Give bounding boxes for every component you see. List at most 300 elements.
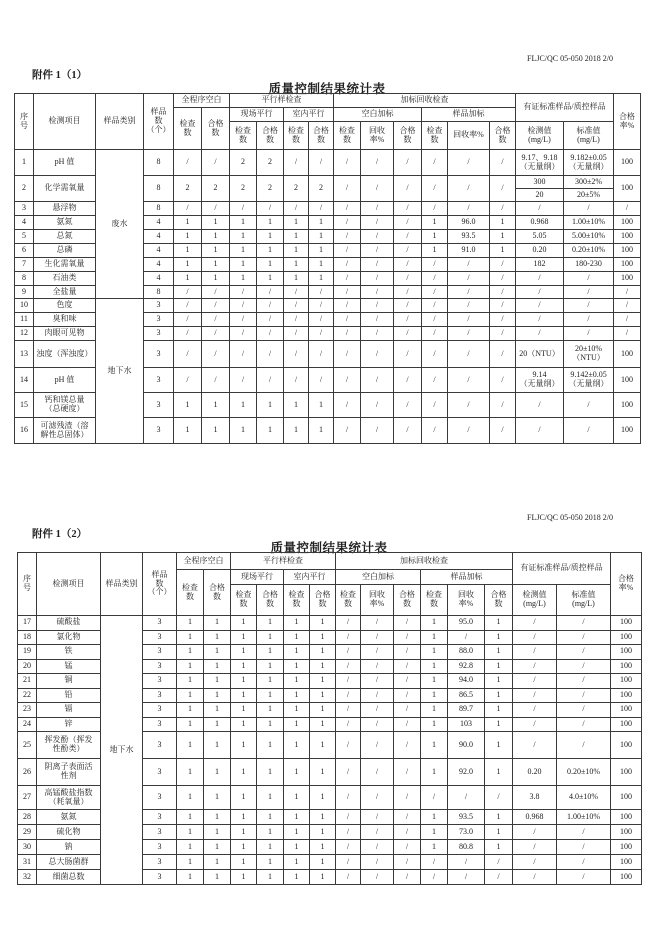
header-item: 检测项目 [37,553,101,616]
check-cell: 1 [421,703,448,718]
header-sub: 检查 数 [334,122,361,150]
header-spike-recovery: 加标回收检查 [336,553,513,570]
check-cell: 1 [490,230,516,244]
sample-count-cell: 3 [144,393,174,418]
check-cell: 1 [421,659,448,674]
standard-cell: / [564,418,614,444]
check-cell: 1 [177,732,204,759]
sample-count-cell: 3 [143,786,177,810]
check-cell: 1 [202,230,230,244]
seq-cell: 27 [18,786,37,810]
check-cell: / [485,855,513,870]
header-sub: 检查 数 [177,570,204,616]
check-cell: / [174,286,202,299]
standard-cell: / [557,645,611,660]
check-cell: 1 [177,688,204,703]
check-cell: / [284,286,309,299]
check-cell: / [361,368,394,393]
item-cell: 色度 [34,299,96,313]
check-cell: 1 [284,393,309,418]
check-cell: / [422,272,448,286]
check-cell: / [309,368,334,393]
item-cell: 肉眼可见物 [34,327,96,341]
category-cell: 废水 [96,150,144,299]
check-cell: / [448,870,485,885]
pass-rate-cell: 100 [611,616,642,631]
check-cell: 1 [310,810,336,825]
pass-rate-cell: 100 [611,688,642,703]
header-sub: 回收 率% [361,585,394,616]
header-blank-spike: 空白加标 [334,108,422,122]
header-sub: 合格 数 [490,122,516,150]
table-row [15,299,641,313]
check-cell: 1 [309,258,334,272]
check-cell: / [361,717,394,732]
qc-result-table [14,93,641,444]
check-cell: / [448,327,490,341]
check-cell: / [361,703,394,718]
check-cell: 1 [310,659,336,674]
check-cell: 1 [177,870,204,885]
header-sample-count: 样品 数 （个） [143,553,177,616]
check-cell: 1 [421,810,448,825]
header-pass-rate: 合格 率% [611,553,642,616]
check-cell: / [361,870,394,885]
check-cell: 1 [204,732,231,759]
header-sample-count: 样品 数 （个） [144,94,174,150]
check-cell: / [284,313,309,327]
check-cell: / [422,299,448,313]
check-cell: 1 [284,674,310,689]
header-lab-parallel: 室内平行 [284,108,334,122]
measured-cell [516,176,564,202]
seq-cell: 6 [15,244,34,258]
standard-cell: / [564,202,614,216]
measured-cell: 20（NTU） [516,341,564,368]
measured-cell: / [516,327,564,341]
check-cell: 1 [310,717,336,732]
standard-cell: / [557,825,611,840]
check-cell: / [309,286,334,299]
check-cell: / [448,368,490,393]
check-cell: 1 [231,616,257,631]
check-cell: / [361,855,394,870]
measured-cell: / [513,825,557,840]
check-cell: / [490,341,516,368]
check-cell: / [394,418,422,444]
header-sub: 检查 数 [422,122,448,150]
check-cell: 1 [204,855,231,870]
header-seq: 序 号 [15,94,34,150]
check-cell: / [334,393,361,418]
check-cell: 1 [485,645,513,660]
check-cell: / [361,286,394,299]
check-cell: 1 [204,759,231,786]
check-cell: 1 [485,703,513,718]
check-cell: / [394,327,422,341]
check-cell: 1 [284,659,310,674]
measured-cell: / [513,870,557,885]
check-cell: / [394,674,421,689]
check-cell: / [394,659,421,674]
check-cell: 1 [204,630,231,645]
check-cell: 1 [177,659,204,674]
measured-cell: / [516,202,564,216]
check-cell: / [336,674,361,689]
measured-value: 300 [533,177,546,186]
check-cell: / [202,368,230,393]
check-cell: / [334,230,361,244]
standard-cell: / [564,313,614,327]
sample-count-cell: 3 [144,418,174,444]
pass-rate-cell: 100 [611,732,642,759]
header-lab-parallel: 室内平行 [284,570,336,585]
check-cell: 2 [257,176,284,202]
header-crm: 有证标准样品/质控样品 [513,553,611,585]
check-cell: / [257,313,284,327]
check-cell: 2 [230,176,257,202]
measured-cell: / [513,616,557,631]
measured-cell: / [513,717,557,732]
check-cell: 92.0 [448,759,485,786]
check-cell: / [174,327,202,341]
header-standard: 标准值 (mg/L) [564,122,614,150]
pass-rate-cell: 100 [614,230,641,244]
sample-count-cell: 8 [144,150,174,176]
check-cell: / [336,645,361,660]
check-cell: / [394,258,422,272]
check-cell: 1 [231,786,257,810]
check-cell: / [361,840,394,855]
check-cell: / [174,313,202,327]
standard-cell: 9.182±0.05 （无量纲） [564,150,614,176]
sample-count-cell: 3 [143,659,177,674]
check-cell: / [394,630,421,645]
check-cell: 91.0 [448,244,490,258]
item-cell: 细菌总数 [37,870,101,885]
check-cell: / [174,341,202,368]
check-cell: / [394,840,421,855]
pass-rate-cell: / [614,299,641,313]
check-cell: / [394,202,422,216]
check-cell: 1 [284,418,309,444]
item-cell: 悬浮物 [34,202,96,216]
pass-rate-cell: 100 [614,393,641,418]
check-cell: 1 [490,216,516,230]
check-cell: 90.0 [448,732,485,759]
check-cell: 1 [284,258,309,272]
check-cell: / [202,286,230,299]
sample-count-cell: 3 [143,855,177,870]
check-cell: / [309,299,334,313]
header-sub: 合格 数 [309,122,334,150]
seq-cell: 7 [15,258,34,272]
check-cell: 2 [174,176,202,202]
check-cell: / [485,870,513,885]
check-cell: 1 [230,244,257,258]
seq-cell: 31 [18,855,37,870]
seq-cell: 8 [15,272,34,286]
check-cell: / [336,786,361,810]
check-cell: 1 [284,840,310,855]
check-cell: 1 [177,645,204,660]
check-cell: 1 [257,688,284,703]
header-sub: 合格 数 [257,585,284,616]
check-cell: 1 [177,840,204,855]
item-cell: 总磷 [34,244,96,258]
check-cell: / [448,286,490,299]
sample-count-cell: 3 [144,368,174,393]
check-cell: 1 [257,855,284,870]
check-cell: / [361,759,394,786]
check-cell: 1 [284,759,310,786]
check-cell: / [257,299,284,313]
check-cell: 1 [174,216,202,230]
seq-cell: 24 [18,717,37,732]
standard-value: 20±5% [564,188,613,201]
check-cell: 1 [174,418,202,444]
check-cell: / [334,244,361,258]
check-cell: / [422,327,448,341]
standard-cell: / [557,688,611,703]
seq-cell: 16 [15,418,34,444]
check-cell: 1 [485,717,513,732]
standard-cell: / [557,703,611,718]
check-cell: 1 [284,825,310,840]
check-cell: 2 [230,150,257,176]
pass-rate-cell: 100 [611,717,642,732]
check-cell: / [230,313,257,327]
check-cell: 1 [310,825,336,840]
check-cell: / [394,216,422,230]
table-row [15,150,641,176]
check-cell: / [230,327,257,341]
check-cell: / [394,244,422,258]
check-cell: / [394,703,421,718]
check-cell: 1 [310,870,336,885]
pass-rate-cell: 100 [614,341,641,368]
standard-cell: / [564,327,614,341]
measured-cell: / [516,272,564,286]
check-cell: 1 [257,870,284,885]
seq-cell: 19 [18,645,37,660]
check-cell: 1 [257,230,284,244]
check-cell: / [448,313,490,327]
pass-rate-cell: 100 [611,825,642,840]
seq-cell: 10 [15,299,34,313]
check-cell: 1 [421,630,448,645]
check-cell: / [490,176,516,202]
check-cell: 1 [231,855,257,870]
check-cell: / [421,786,448,810]
check-cell: / [202,299,230,313]
table-header-row [15,94,641,108]
page-title: 质量控制结果统计表 [270,541,388,555]
item-cell: 全盐量 [34,286,96,299]
check-cell: 1 [230,230,257,244]
measured-cell: / [513,703,557,718]
sample-count-cell: 8 [144,176,174,202]
check-cell: 1 [284,645,310,660]
check-cell: / [394,870,421,885]
item-cell: 镉 [37,703,101,718]
check-cell: / [257,202,284,216]
header-sub: 合格 数 [485,585,513,616]
check-cell: 1 [284,216,309,230]
measured-cell: / [516,418,564,444]
check-cell: 1 [257,630,284,645]
header-sub: 合格 数 [310,585,336,616]
header-sub: 检查 数 [336,585,361,616]
check-cell: / [490,272,516,286]
check-cell: / [334,150,361,176]
check-cell: / [336,825,361,840]
table-row [18,616,642,631]
seq-cell: 1 [15,150,34,176]
check-cell: 1 [231,810,257,825]
check-cell: 1 [284,786,310,810]
pass-rate-cell: / [614,286,641,299]
check-cell: / [202,313,230,327]
pass-rate-cell: 100 [614,176,641,202]
check-cell: 1 [204,674,231,689]
check-cell: 1 [422,216,448,230]
check-cell: 2 [309,176,334,202]
sample-count-cell: 4 [144,216,174,230]
header-blank-spike: 空白加标 [336,570,421,585]
measured-cell: 0.968 [516,216,564,230]
check-cell: / [361,341,394,368]
sample-count-cell: 3 [143,840,177,855]
check-cell: 1 [231,840,257,855]
measured-cell: 0.20 [516,244,564,258]
check-cell: / [448,202,490,216]
check-cell: / [174,299,202,313]
check-cell: 1 [257,418,284,444]
standard-cell [564,176,614,202]
check-cell: / [422,368,448,393]
standard-cell: / [557,840,611,855]
seq-cell: 30 [18,840,37,855]
item-cell: 铁 [37,645,101,660]
check-cell: 1 [257,272,284,286]
check-cell: / [361,272,394,286]
check-cell: / [336,732,361,759]
measured-cell: 9.14 （无量纲） [516,368,564,393]
check-cell: / [361,202,394,216]
check-cell: / [230,202,257,216]
check-cell: / [334,341,361,368]
standard-cell: / [557,659,611,674]
check-cell: / [448,272,490,286]
check-cell: 1 [309,418,334,444]
standard-value: 300±2% [574,177,603,186]
seq-cell: 5 [15,230,34,244]
check-cell: / [334,272,361,286]
item-cell: pH 值 [34,150,96,176]
check-cell: 1 [202,244,230,258]
item-cell: 高锰酸盐指数 （耗氧量） [37,786,101,810]
check-cell: / [361,313,394,327]
check-cell: 1 [485,759,513,786]
check-cell: 1 [257,659,284,674]
check-cell: 1 [485,810,513,825]
check-cell: 1 [421,825,448,840]
check-cell: 95.0 [448,616,485,631]
check-cell: / [490,258,516,272]
check-cell: / [257,368,284,393]
seq-cell: 17 [18,616,37,631]
check-cell: / [394,368,422,393]
check-cell: 1 [485,630,513,645]
check-cell: 94.0 [448,674,485,689]
sample-count-cell: 8 [144,286,174,299]
check-cell: / [422,341,448,368]
check-cell: / [284,150,309,176]
check-cell: 1 [230,272,257,286]
check-cell: 1 [257,244,284,258]
check-cell: / [394,150,422,176]
pass-rate-cell: 100 [614,244,641,258]
check-cell: 2 [284,176,309,202]
check-cell: 1 [284,732,310,759]
sample-count-cell: 3 [143,810,177,825]
check-cell: / [334,327,361,341]
check-cell: 1 [284,230,309,244]
measured-value: 20 [516,188,563,201]
check-cell: / [361,327,394,341]
measured-cell: / [513,688,557,703]
check-cell: / [485,786,513,810]
header-sub: 检查 数 [230,122,257,150]
sample-count-cell: 3 [143,825,177,840]
check-cell: 1 [485,688,513,703]
check-cell: / [490,313,516,327]
item-cell: 钠 [37,840,101,855]
check-cell: / [334,202,361,216]
check-cell: / [336,717,361,732]
sample-count-cell: 3 [143,688,177,703]
check-cell: 92.8 [448,659,485,674]
pass-rate-cell: 100 [611,870,642,885]
check-cell: 1 [231,759,257,786]
doc-code: FLJC/QC 05-050 2018 2/0 [527,54,614,63]
seq-cell: 15 [15,393,34,418]
check-cell: / [174,202,202,216]
pass-rate-cell: 100 [614,368,641,393]
check-cell: 1 [177,825,204,840]
standard-cell: 1.00±10% [557,810,611,825]
check-cell: / [202,202,230,216]
check-cell: 1 [485,674,513,689]
check-cell: 1 [422,244,448,258]
seq-cell: 25 [18,732,37,759]
check-cell: / [394,810,421,825]
check-cell: / [361,630,394,645]
check-cell: 1 [257,717,284,732]
measured-cell: 0.20 [513,759,557,786]
seq-cell: 11 [15,313,34,327]
check-cell: / [361,616,394,631]
check-cell: / [490,150,516,176]
header-sub: 检查 数 [421,585,448,616]
check-cell: 1 [204,825,231,840]
item-cell: 臭和味 [34,313,96,327]
measured-cell: 3.8 [513,786,557,810]
check-cell: 1 [174,258,202,272]
check-cell: 1 [485,825,513,840]
header-item: 检测项目 [34,94,96,150]
